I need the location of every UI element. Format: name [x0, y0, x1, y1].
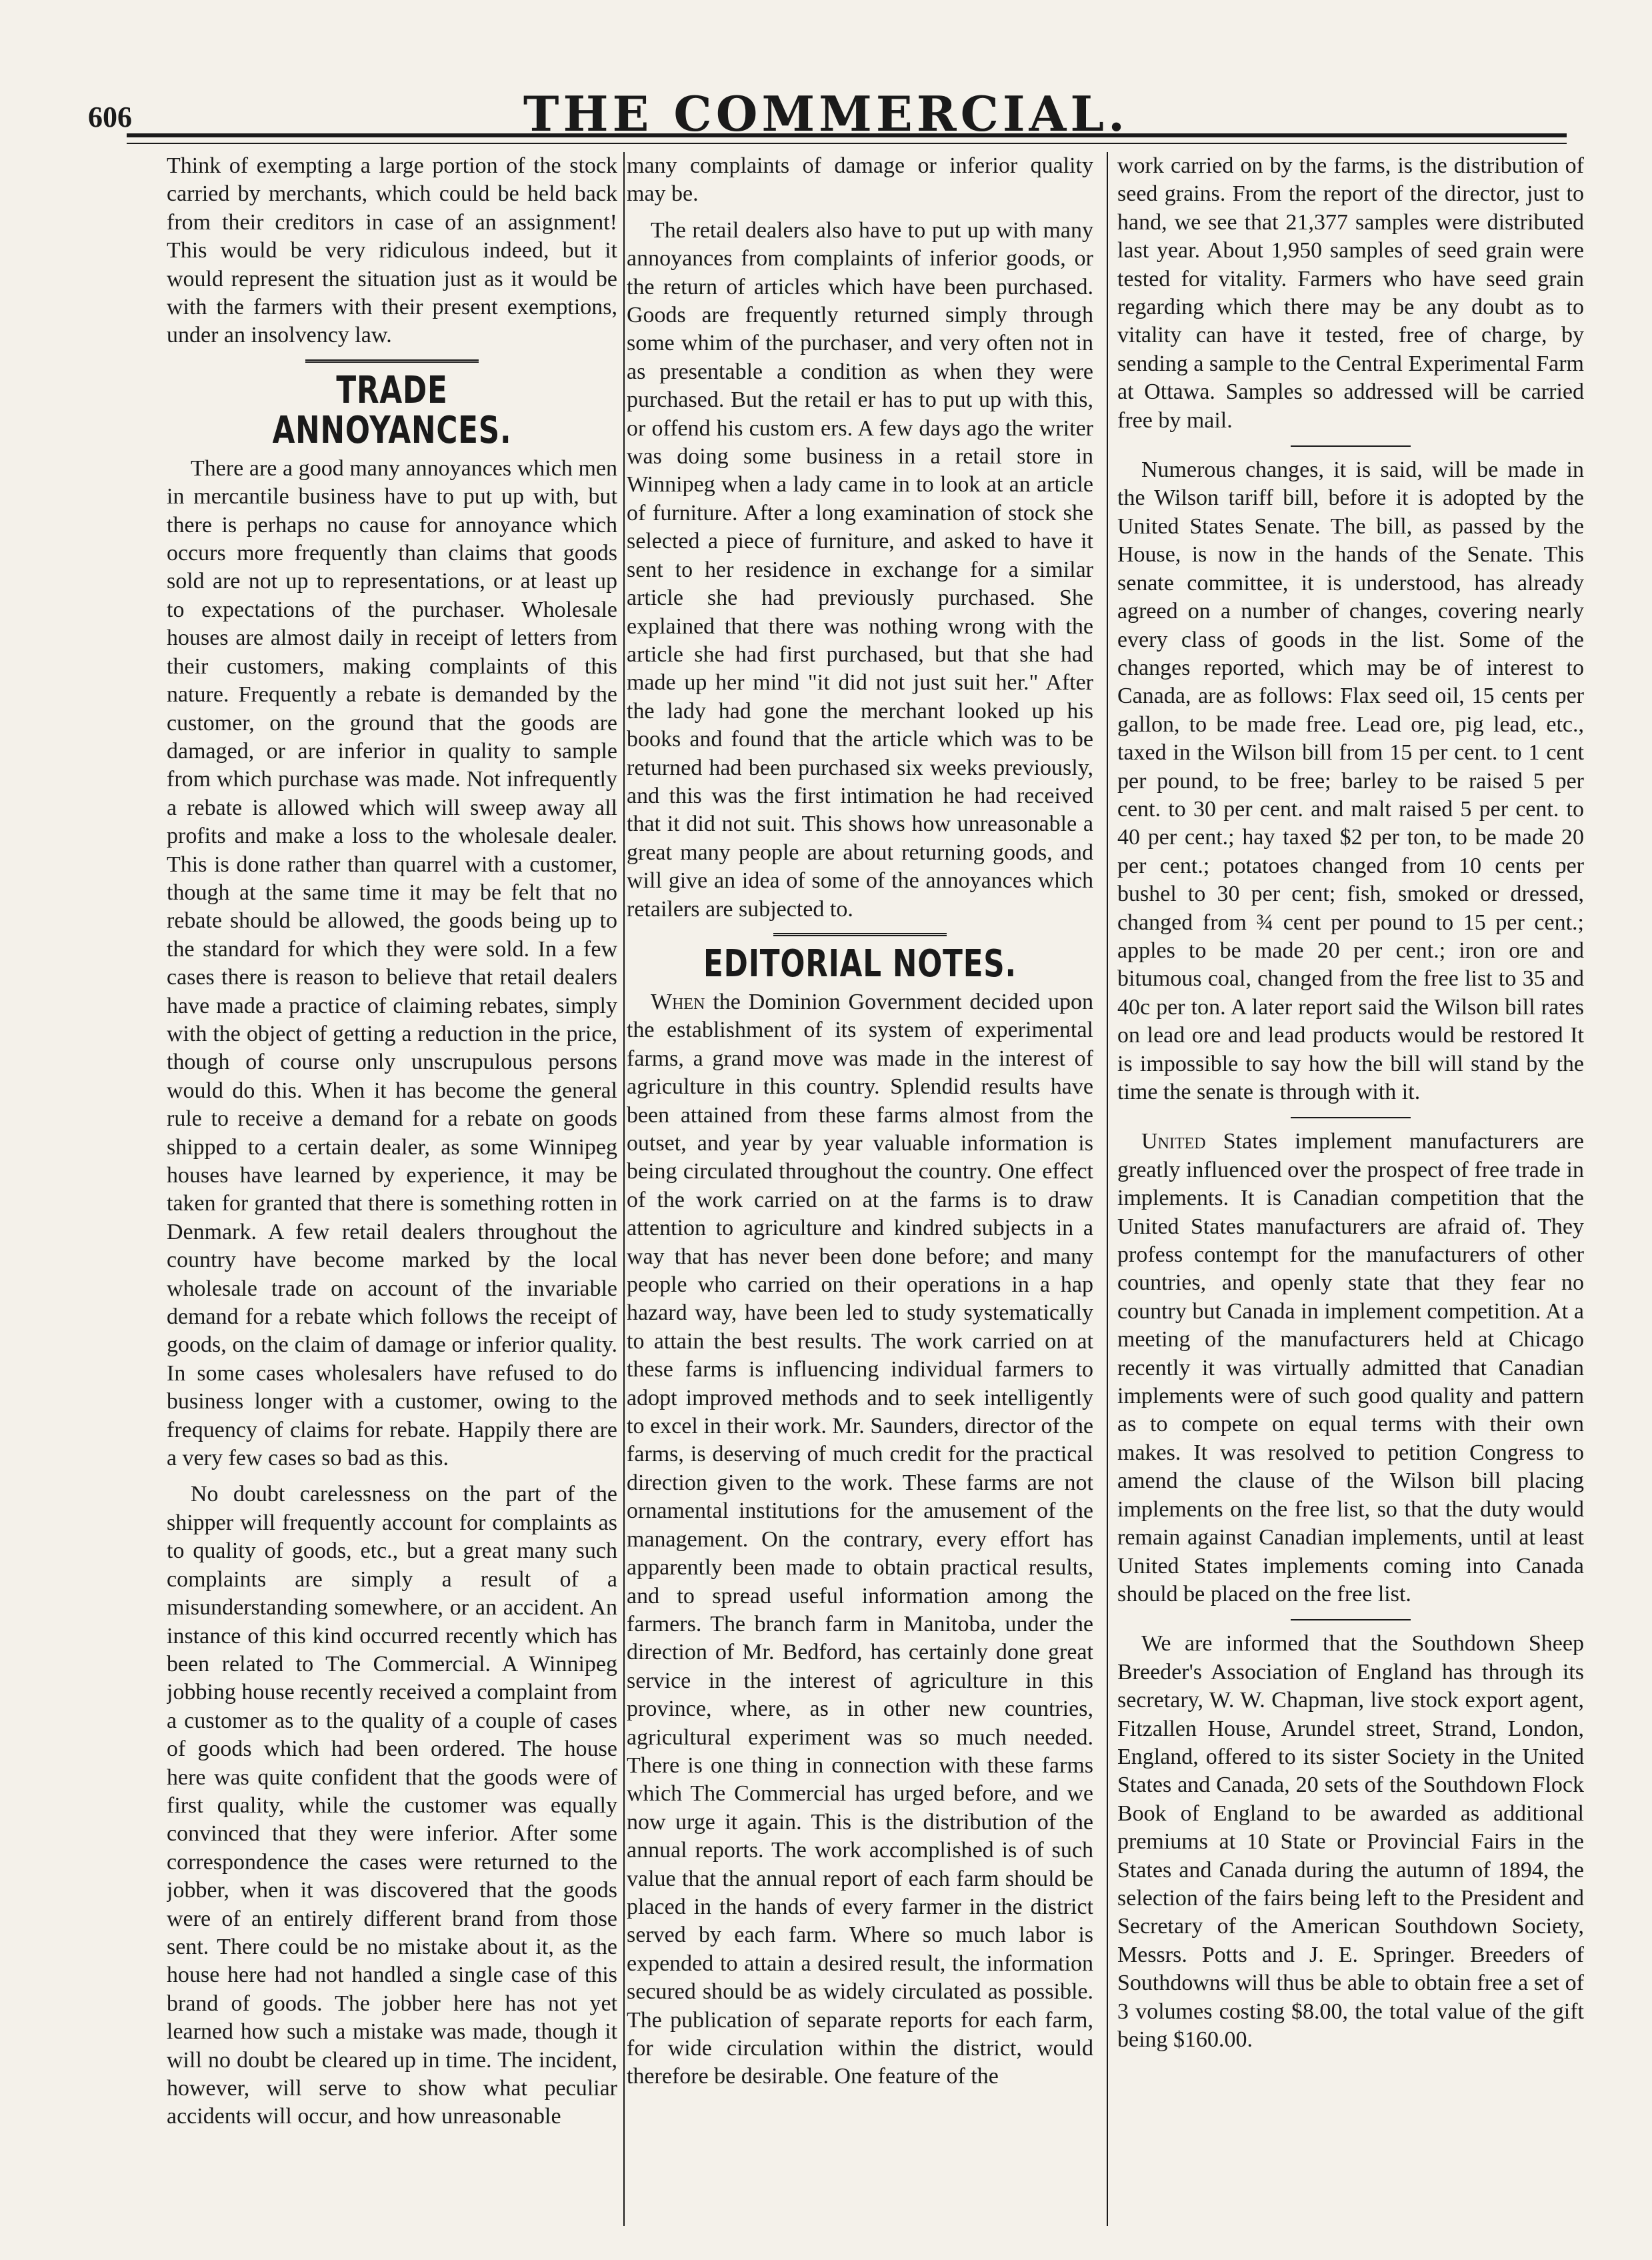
intro-paragraph: Think of exempting a large portion of the stock carried by merchants, which could be held back from their creditors in case of an assignment! This would be very ridiculous indeed, but it would represent the situation just as it would be with the farmers with their present exemptions, under an insolvency law.: [167, 153, 617, 348]
section-separator: [773, 933, 947, 936]
trade-paragraph-1: There are a good many annoyances which men in mercantile business have to put up with, but there is perhaps no cause for annoyance which occurs more frequently than claims that goods sold are not up to representations, or at least up to expectations of the purchaser. Wholesale houses are almost daily in receipt of letters from their customers, making complaints of this nature. Frequently a rebate is demanded by the customer, on the ground that the goods are damaged, or are inferior in quality to sample from which purchase was made. Not infrequently a rebate is allowed which will sweep away all profits and make a loss to the wholesale dealer. This is done rather than quarrel with a customer, though at the same time it may be felt that no rebate should be allowed, the goods being up to the standard for which they were sold. In a few cases there is reason to believe that retail dealers have made a practice of claiming rebates, simply with the object of getting a reduction in the price, though of course only unscrupulous persons would do this. When it has become the general rule to receive a demand for a rebate on goods shipped to a certain dealer, as some Winnipeg houses have learned by experience, it may be taken for granted that there is something rotten in Denmark. A few retail dealers throughout the country have become marked by the local wholesale trade on account of the invariable demand for a rebate which follows the receipt of goods, on the claim of damage or inferior quality. In some cases wholesalers have refused to do business longer with a customer, owing to the frequency of claims for rebate. Happily there are a very few cases so bad as this.: [167, 455, 617, 1471]
trade-annoyances-heading: TRADE ANNOYANCES.: [272, 368, 512, 452]
page-number: 606: [88, 101, 132, 133]
column-2: [627, 152, 1093, 2219]
masthead-title: THE COMMERCIAL.: [523, 85, 1129, 142]
section-separator: [305, 359, 479, 363]
implement-lead-word: United: [1141, 1129, 1206, 1154]
note-separator: [1291, 445, 1411, 447]
column-3: [1117, 152, 1584, 2219]
trade-continued-2: The retail dealers also have to put up with many annoyances from complaints of inferior goods, or the return of articles which have been purchased. Goods are frequently returned simply through some whim of the purchaser, and very often not in as presentable a condition as when they were purchased. But the retail er has to put up with this, or offend his custom ers. A few days ago the writer was doing some business in a retail store in Winnipeg when a lady came in to look at an article of furniture. After a long examination of stock she selected a piece of furniture, and asked to have it sent to her residence in exchange for a similar article she had previously purchased. She explained that there was nothing wrong with the article she had first purchased, but that she had made up her mind "it did not just suit her." After the lady had gone the merchant looked up his books and found that the article which was to be returned had been purchased six weeks previously, and this was the first intimation he had received that it did not suit. This shows how unreasonable a great many people are about returning goods, and will give an idea of some of the annoyances which retailers are subjected to.: [627, 217, 1093, 922]
column-divider-1: [623, 152, 625, 2226]
column-divider-2: [1107, 152, 1108, 2226]
editorial-notes-heading: EDITORIAL NOTES.: [703, 942, 1017, 986]
editorial-lead-word: When: [651, 989, 705, 1014]
note-separator: [1291, 1619, 1411, 1620]
editorial-paragraph-1-text: the Dominion Government decided upon the establishment of its system of experimental farms, a grand move was made in the interest of agriculture in this country. Splendid results have been attained from these farms almost from the outset, and year by year valuable information is being circulated throughout the country. One effect of the work carried on at the farms is to draw attention to agriculture and kindred subjects in a way that has never been done before; and many people who carried on their operations in a hap hazard way, have been led to study systematically to attain the best results. The work carried on at these farms is influencing individual farmers to adopt improved methods and to seek intelligently to excel in their work. Mr. Saunders, director of the farms, is deserving of much credit for the practical direction given to the work. These farms are not ornamental institutions for the amusement of the management. On the contrary, every effort has apparently been made to obtain practical results, and to spread useful information among the farmers. The branch farm in Manitoba, under the direction of Mr. Bedford, has certainly done great service in the interest of agriculture in this province, where, as in other new countries, agricultural experiment was so much needed. There is one thing in connection with these farms which The Commercial has urged before, and we now urge it again. This is the distribution of the annual reports. The work accomplished is of such value that the annual report of each farm should be placed in the hands of every farmer in the district served by each farm. Where so much labor is expended to attain a desired result, the information secured should be as widely circulated as possible. The publication of separate reports for each farm, for wide circulation within the district, would therefore be desirable. One feature of the: [627, 989, 1093, 2089]
tariff-paragraph: Numerous changes, it is said, will be made in the Wilson tariff bill, before it is adopted by the United States Senate. The bill, as passed by the House, is now in the hands of the Senate. This senate committee, it is understood, has already agreed on a number of changes, covering nearly every class of goods in the list. Some of the changes reported, which may be of interest to Canada, are as follows: Flax seed oil, 15 cents per gallon, to be made free. Lead ore, pig lead, etc., taxed in the Wilson bill from 15 per cent. to 1 cent per pound, to be free; barley to be raised 5 per cent. to 30 per cent. and malt raised 5 per cent. to 40 per cent.; hay taxed $2 per ton, to be made 20 per cent.; potatoes changed from 10 cents per bushel to 30 per cent; fish, smoked or dressed, changed from ¾ cent per pound to 15 per cent.; apples to be made 20 per cent.; iron ore and bitumous coal, changed from the free list to 35 and 40c per ton. A later report said the Wilson bill rates on lead ore and lead products would be restored It is impossible to say how the bill will stand by the time the senate is through with it.: [1117, 457, 1584, 1104]
trade-paragraph-2: No doubt carelessness on the part of the shipper will frequently account for complaints as to quality of goods, etc., but a great many such complaints are simply a result of a misunderstanding somewhere, or an accident. An instance of this kind occurred recently which has been related to The Commercial. A Winnipeg jobbing house recently received a complaint from a customer as to the quality of a couple of cases of goods which had been ordered. The house here was quite confident that the goods were of first quality, while the customer was equally convinced that they were inferior. After some correspondence the cases were returned to the jobber, when it was discovered that the goods were of an entirely different brand from those sent. There could be no mistake about it, as the house here had not handled a single case of this brand of goods. The jobber here has not yet learned how such a mistake was made, though it will no doubt be cleared up in time. The incident, however, will serve to show what peculiar accidents will occur, and how unreasonable: [167, 1482, 617, 2129]
header-rule-thick: [127, 133, 1567, 137]
trade-continued-1: many complaints of damage or inferior quality may be.: [627, 153, 1093, 207]
seed-grain-paragraph: work carried on by the farms, is the distribution of seed grains. From the report of the director, just to hand, we see that 21,377 samples were distributed last year. About 1,950 samples of seed grain were tested for vitality. Farmers who have seed grain regarding which there may be any doubt as to vitality can have it tested, free of charge, by sending a sample to the Central Experimental Farm at Ottawa. Samples so addressed will be carried free by mail.: [1117, 153, 1584, 433]
implement-paragraph-text: States implement manufacturers are greatly influenced over the prospect of free trade in implements. It is Canadian competition that the United States manufacturers are afraid of. They profess contempt for the manufacturers of other countries, and openly state that they fear no country but Canada in implement competition. At a meeting of the manufacturers held at Chicago recently it was virtually admitted that Canadian implements were of such good quality and pattern as to compete on equal terms with their own makes. It was resolved to petition Congress to amend the clause of the Wilson bill placing implements on the free list, so that the duty would remain against Canadian implements, until at least United States implements coming into Canada should be placed on the free list.: [1117, 1129, 1584, 1606]
column-1: [167, 152, 617, 2219]
southdown-sheep-paragraph: We are informed that the Southdown Sheep Breeder's Association of England has through its secretary, W. W. Chapman, live stock export agent, Fitzallen House, Arundel street, Strand, London, England, offered to its sister Society in the United States and Canada, 20 sets of the Southdown Flock Book of England to be awarded as additional premiums at 10 State or Provincial Fairs in the States and Canada during the autumn of 1894, the selection of the fairs being left to the President and Secretary of the American Southdown Society, Messrs. Potts and J. E. Springer. Breeders of Southdowns will thus be able to obtain free a set of 3 volumes costing $8.00, the total value of the gift being $160.00.: [1117, 1631, 1584, 2052]
note-separator: [1291, 1117, 1411, 1118]
implement-paragraph: [1117, 1128, 1584, 1608]
editorial-paragraph-1: [627, 988, 1093, 2091]
header-rule-thin: [127, 143, 1567, 144]
